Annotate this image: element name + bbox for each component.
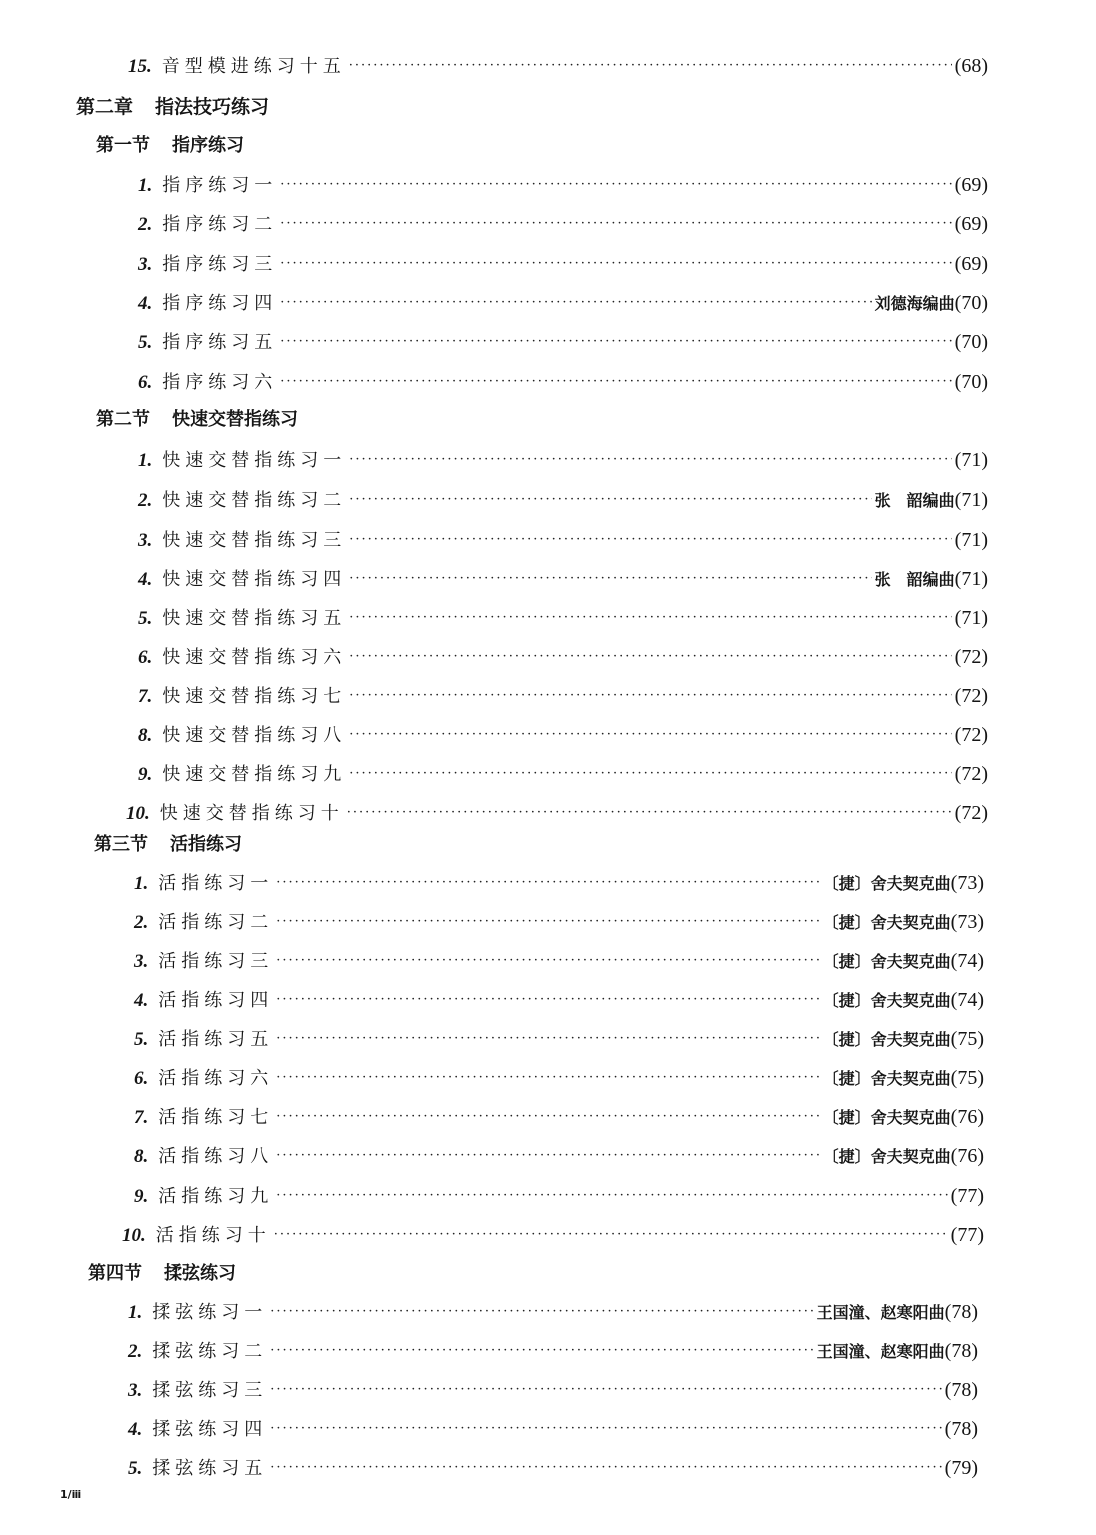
dot-leader xyxy=(280,256,951,271)
entry-page: (69) xyxy=(954,253,988,275)
toc-entry[interactable] xyxy=(128,1415,978,1441)
toc-entry[interactable] xyxy=(138,604,988,630)
toc-entry[interactable] xyxy=(138,446,988,472)
entry-title: 快速交替指练习七 xyxy=(162,686,347,707)
chapter-label: 第二章 xyxy=(76,96,134,118)
entry-title: 指序练习一 xyxy=(162,175,278,196)
toc-entry[interactable] xyxy=(138,328,988,354)
entry-page: (70) xyxy=(954,292,988,314)
toc-entry[interactable] xyxy=(128,1376,978,1402)
chapter-title: 指法技巧练习 xyxy=(155,96,270,118)
entry-title: 快速交替指练习九 xyxy=(162,764,347,785)
entry-composer: 〔捷〕舍夫契克曲 xyxy=(822,1030,951,1049)
entry-page: (75) xyxy=(950,1028,984,1050)
dot-leader xyxy=(347,805,952,820)
entry-number: 6. xyxy=(138,372,153,393)
entry-title: 活指练习一 xyxy=(158,873,274,894)
entry-page: (74) xyxy=(950,989,984,1011)
entry-page: (72) xyxy=(954,685,988,707)
toc-entry[interactable] xyxy=(134,1182,984,1208)
entry-title: 活指练习九 xyxy=(158,1186,274,1207)
dot-leader xyxy=(270,1382,941,1397)
entry-number: 2. xyxy=(138,214,153,235)
entry-title: 指序练习五 xyxy=(162,332,278,353)
entry-page: (73) xyxy=(950,911,984,933)
entry-page: (69) xyxy=(954,213,988,235)
dot-leader xyxy=(270,1343,813,1358)
dot-leader xyxy=(276,1031,819,1046)
dot-leader xyxy=(349,532,951,547)
entry-title: 活指练习六 xyxy=(158,1068,274,1089)
section-title: 快速交替指练习 xyxy=(172,409,298,430)
chapter-heading xyxy=(76,92,269,119)
dot-leader xyxy=(349,571,871,586)
entry-number: 15. xyxy=(128,56,152,77)
entry-number: 5. xyxy=(134,1029,149,1050)
toc-entry[interactable] xyxy=(134,1142,984,1168)
section-label: 第四节 xyxy=(88,1263,142,1284)
entry-page: (72) xyxy=(954,724,988,746)
dot-leader xyxy=(276,914,819,929)
entry-page: (75) xyxy=(950,1067,984,1089)
entry-page: (70) xyxy=(954,331,988,353)
entry-number: 2. xyxy=(138,490,153,511)
entry-number: 10. xyxy=(126,803,150,824)
entry-title: 快速交替指练习一 xyxy=(162,450,347,471)
entry-composer: 王国潼、赵寒阳曲 xyxy=(816,1303,945,1322)
dot-leader xyxy=(276,953,819,968)
toc-entry[interactable] xyxy=(138,565,988,591)
entry-page: (78) xyxy=(944,1340,978,1362)
entry-title: 快速交替指练习五 xyxy=(162,608,347,629)
entry-page: (76) xyxy=(950,1106,984,1128)
toc-entry[interactable] xyxy=(122,1221,984,1247)
toc-entry[interactable] xyxy=(128,1454,978,1480)
toc-entry[interactable] xyxy=(134,1025,984,1051)
dot-leader xyxy=(280,295,871,310)
toc-entry[interactable] xyxy=(138,289,988,315)
entry-page: (72) xyxy=(954,646,988,668)
entry-title: 指序练习三 xyxy=(162,254,278,275)
section-heading xyxy=(88,1259,236,1285)
toc-entry[interactable] xyxy=(138,171,988,197)
entry-page: (69) xyxy=(954,174,988,196)
dot-leader xyxy=(270,1460,941,1475)
toc-entry[interactable] xyxy=(138,721,988,747)
entry-page: (74) xyxy=(950,950,984,972)
entry-page: (77) xyxy=(950,1224,984,1246)
toc-entry[interactable] xyxy=(138,682,988,708)
entry-title: 活指练习三 xyxy=(158,951,274,972)
entry-number: 9. xyxy=(134,1186,149,1207)
dot-leader xyxy=(276,1109,819,1124)
entry-composer: 张 韶编曲 xyxy=(874,491,955,510)
toc-entry[interactable] xyxy=(128,52,988,78)
entry-title: 快速交替指练习四 xyxy=(162,569,347,590)
entry-title: 指序练习四 xyxy=(162,293,278,314)
entry-composer: 张 韶编曲 xyxy=(874,570,955,589)
dot-leader xyxy=(274,1227,948,1242)
entry-page: (70) xyxy=(954,371,988,393)
entry-title: 快速交替指练习十 xyxy=(159,803,344,824)
section-label: 第三节 xyxy=(94,834,148,855)
section-label: 第一节 xyxy=(96,135,150,156)
dot-leader xyxy=(280,177,951,192)
entry-title: 揉弦练习四 xyxy=(152,1419,268,1440)
section-title: 指序练习 xyxy=(172,135,244,156)
entry-number: 1. xyxy=(138,175,153,196)
entry-composer: 〔捷〕舍夫契克曲 xyxy=(822,991,951,1010)
section-heading xyxy=(96,131,244,157)
dot-leader xyxy=(280,374,951,389)
entry-number: 4. xyxy=(134,990,149,1011)
entry-number: 9. xyxy=(138,764,153,785)
dot-leader xyxy=(276,1070,819,1085)
entry-title: 音型模进练习十五 xyxy=(161,56,346,77)
entry-page: (77) xyxy=(950,1185,984,1207)
entry-title: 揉弦练习三 xyxy=(152,1380,268,1401)
toc-entry[interactable] xyxy=(134,986,984,1012)
dot-leader xyxy=(276,1188,947,1203)
toc-entry[interactable] xyxy=(138,486,988,512)
entry-composer: 〔捷〕舍夫契克曲 xyxy=(822,913,951,932)
entry-title: 快速交替指练习八 xyxy=(162,725,347,746)
entry-page: (73) xyxy=(950,872,984,894)
toc-entry[interactable] xyxy=(138,760,988,786)
entry-title: 指序练习二 xyxy=(162,214,278,235)
entry-composer: 〔捷〕舍夫契克曲 xyxy=(822,1108,951,1127)
dot-leader xyxy=(349,649,951,664)
dot-leader xyxy=(349,58,952,73)
section-title: 揉弦练习 xyxy=(164,1263,236,1284)
entry-number: 4. xyxy=(128,1419,143,1440)
entry-title: 快速交替指练习二 xyxy=(162,490,347,511)
dot-leader xyxy=(280,216,951,231)
entry-page: (76) xyxy=(950,1145,984,1167)
dot-leader xyxy=(349,452,951,467)
entry-page: (78) xyxy=(944,1418,978,1440)
entry-title: 揉弦练习二 xyxy=(152,1341,268,1362)
entry-page: (71) xyxy=(954,489,988,511)
entry-number: 2. xyxy=(128,1341,143,1362)
dot-leader xyxy=(276,1148,819,1163)
entry-number: 3. xyxy=(138,530,153,551)
entry-title: 揉弦练习五 xyxy=(152,1458,268,1479)
dot-leader xyxy=(276,875,819,890)
entry-number: 4. xyxy=(138,293,153,314)
toc-entry[interactable] xyxy=(138,250,988,276)
section-heading xyxy=(94,830,242,856)
entry-page: (78) xyxy=(944,1301,978,1323)
page-marker: 1/ⅲ xyxy=(60,1488,82,1501)
entry-title: 活指练习四 xyxy=(158,990,274,1011)
entry-page: (68) xyxy=(954,55,988,77)
entry-composer: 〔捷〕舍夫契克曲 xyxy=(822,1147,951,1166)
dot-leader xyxy=(349,610,951,625)
toc-entry[interactable] xyxy=(138,368,988,394)
toc-entry[interactable] xyxy=(134,1064,984,1090)
entry-title: 活指练习五 xyxy=(158,1029,274,1050)
entry-number: 6. xyxy=(134,1068,149,1089)
dot-leader xyxy=(270,1421,941,1436)
toc-entry[interactable] xyxy=(134,1103,984,1129)
entry-number: 7. xyxy=(138,686,153,707)
section-heading xyxy=(96,405,298,431)
dot-leader xyxy=(349,766,951,781)
entry-composer: 〔捷〕舍夫契克曲 xyxy=(822,874,951,893)
entry-number: 3. xyxy=(128,1380,143,1401)
entry-number: 1. xyxy=(134,873,149,894)
entry-title: 快速交替指练习六 xyxy=(162,647,347,668)
entry-page: (71) xyxy=(954,449,988,471)
entry-page: (72) xyxy=(954,763,988,785)
dot-leader xyxy=(276,992,819,1007)
entry-title: 活指练习七 xyxy=(158,1107,274,1128)
entry-number: 1. xyxy=(138,450,153,471)
entry-number: 2. xyxy=(134,912,149,933)
entry-title: 快速交替指练习三 xyxy=(162,530,347,551)
entry-composer: 〔捷〕舍夫契克曲 xyxy=(822,1069,951,1088)
toc-entry[interactable] xyxy=(138,526,988,552)
entry-page: (71) xyxy=(954,607,988,629)
entry-number: 10. xyxy=(122,1225,146,1246)
entry-number: 5. xyxy=(138,608,153,629)
entry-title: 指序练习六 xyxy=(162,372,278,393)
toc-entry[interactable] xyxy=(134,947,984,973)
entry-title: 活指练习十 xyxy=(155,1225,271,1246)
entry-composer: 〔捷〕舍夫契克曲 xyxy=(822,952,951,971)
entry-number: 7. xyxy=(134,1107,149,1128)
entry-page: (78) xyxy=(944,1379,978,1401)
entry-number: 8. xyxy=(134,1146,149,1167)
entry-number: 1. xyxy=(128,1302,143,1323)
toc-entry[interactable] xyxy=(128,1337,978,1363)
entry-composer: 刘德海编曲 xyxy=(874,294,955,313)
entry-number: 8. xyxy=(138,725,153,746)
entry-page: (71) xyxy=(954,529,988,551)
entry-title: 揉弦练习一 xyxy=(152,1302,268,1323)
entry-title: 活指练习二 xyxy=(158,912,274,933)
entry-number: 5. xyxy=(138,332,153,353)
toc-entry[interactable] xyxy=(138,643,988,669)
entry-number: 6. xyxy=(138,647,153,668)
entry-number: 5. xyxy=(128,1458,143,1479)
entry-page: (71) xyxy=(954,568,988,590)
entry-title: 活指练习八 xyxy=(158,1146,274,1167)
dot-leader xyxy=(349,727,951,742)
toc-entry[interactable] xyxy=(126,799,988,825)
entry-number: 3. xyxy=(134,951,149,972)
toc-entry[interactable] xyxy=(138,210,988,236)
section-title: 活指练习 xyxy=(170,834,242,855)
dot-leader xyxy=(349,688,951,703)
dot-leader xyxy=(349,492,871,507)
section-label: 第二节 xyxy=(96,409,150,430)
entry-number: 3. xyxy=(138,254,153,275)
toc-entry[interactable] xyxy=(128,1298,978,1324)
entry-page: (79) xyxy=(944,1457,978,1479)
dot-leader xyxy=(270,1304,813,1319)
dot-leader xyxy=(280,334,951,349)
toc-entry[interactable] xyxy=(134,869,984,895)
entry-composer: 王国潼、赵寒阳曲 xyxy=(816,1342,945,1361)
entry-number: 4. xyxy=(138,569,153,590)
toc-entry[interactable] xyxy=(134,908,984,934)
entry-page: (72) xyxy=(954,802,988,824)
